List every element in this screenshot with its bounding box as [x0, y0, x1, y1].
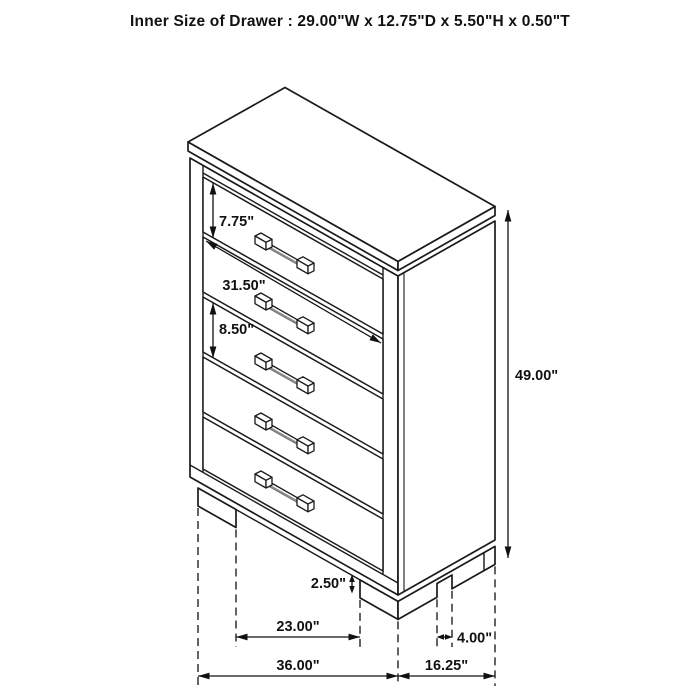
dimension-overall-depth [398, 658, 495, 676]
dimension-base-height [311, 575, 355, 594]
dim-label-top-drawer-height: 7.75" [219, 214, 255, 230]
dim-label-overall-width: 36.00" [276, 658, 320, 674]
right-side-panel [398, 221, 495, 595]
dimension-overall-width [198, 658, 398, 676]
dimension-front-leg-span [236, 619, 360, 637]
dimension-side-leg-notch [437, 631, 493, 647]
dim-label-base-height: 2.50" [310, 576, 346, 592]
diagram-title: Inner Size of Drawer : 29.00"W x 12.75"D x 5.50"H x 0.50"T [130, 13, 570, 30]
dim-label-front-leg-span: 23.00" [276, 619, 320, 635]
dim-label-drawer-inner-width: 31.50" [222, 278, 266, 294]
dim-label-middle-drawer-height: 8.50" [219, 322, 255, 338]
dim-label-overall-depth: 16.25" [424, 658, 469, 674]
dimension-overall-height [508, 210, 558, 558]
dim-label-overall-height: 49.00" [515, 368, 559, 384]
dim-label-side-leg-notch: 4.00" [457, 630, 493, 647]
